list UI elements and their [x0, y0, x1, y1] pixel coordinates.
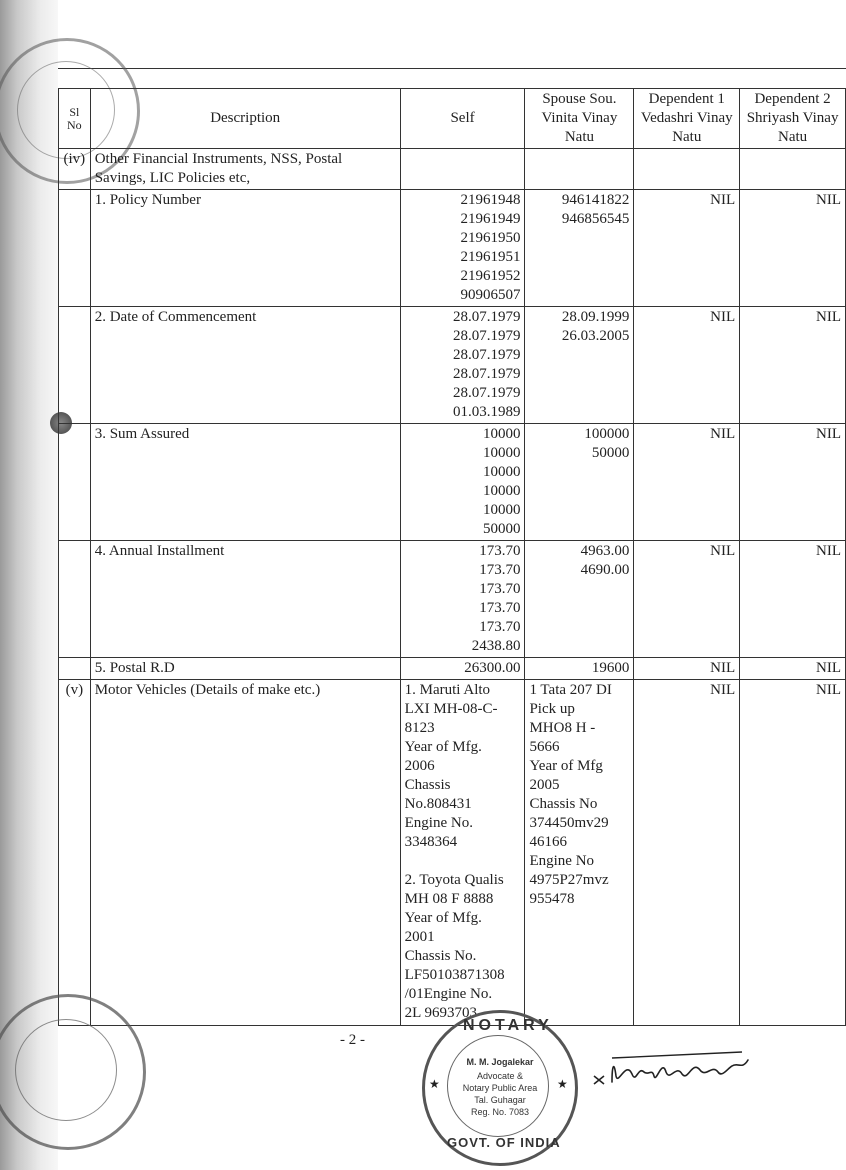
notary-stamp	[422, 1010, 578, 1166]
table-row	[59, 424, 846, 541]
header-dependent-1: Dependent 1 Vedashri Vinay Natu	[634, 89, 740, 149]
vehicle-line: No.808431	[404, 796, 472, 812]
dependent-1-value: NIL	[634, 307, 740, 424]
self-values	[400, 307, 525, 424]
spouse-value: 19600	[525, 658, 634, 680]
vehicle-line: 2006	[404, 758, 435, 774]
header-dependent-2: Dependent 2 Shriyash Vinay Natu	[740, 89, 846, 149]
vehicle-line: Chassis No.	[404, 948, 477, 964]
spouse-value: 28.09.1999	[561, 309, 630, 325]
self-value: 10000	[482, 483, 521, 499]
self-value: 10000	[482, 426, 521, 442]
dependent-2-value: NIL	[740, 680, 846, 1026]
dependent-2-value: NIL	[740, 190, 846, 307]
row-description: Motor Vehicles (Details of make etc.)	[90, 680, 400, 1026]
self-value: 2438.80	[471, 638, 521, 654]
vehicle-line: /01Engine No.	[404, 986, 493, 1002]
vehicle-line: Chassis	[404, 777, 451, 793]
dependent-1-value: NIL	[634, 541, 740, 658]
dependent-2-value: NIL	[740, 424, 846, 541]
top-rule	[58, 68, 846, 69]
spouse-value: 946141822	[561, 192, 630, 208]
table-row	[59, 190, 846, 307]
vehicle-line: Year of Mfg.	[404, 910, 482, 926]
self-value: 173.70	[479, 562, 521, 578]
stamp-line: M. M. Jogalekar	[466, 1057, 534, 1067]
self-value: 173.70	[479, 619, 521, 635]
vehicle-line: 2005	[529, 777, 560, 793]
vehicle-line: 4975P27mvz	[529, 872, 609, 888]
self-value: 26300.00	[400, 658, 525, 680]
dependent-1-value: NIL	[634, 658, 740, 680]
self-value: 50000	[482, 521, 521, 537]
self-value: 173.70	[479, 581, 521, 597]
self-value: 28.07.1979	[452, 366, 521, 382]
self-value: 21961948	[460, 192, 521, 208]
self-value: 28.07.1979	[452, 347, 521, 363]
spouse-value: 4690.00	[580, 562, 630, 578]
spouse-values	[525, 190, 634, 307]
faded-notary-stamp-bottom	[0, 994, 146, 1150]
vehicle-line: 3348364	[404, 834, 458, 850]
section-iv-title: Other Financial Instruments, NSS, Postal Savings, LIC Policies etc,	[90, 149, 400, 190]
self-value: 21961950	[460, 230, 521, 246]
vehicle-line: LF50103871308	[404, 967, 505, 983]
vehicle-line: 5666	[529, 739, 560, 755]
row-description: 3. Sum Assured	[90, 424, 400, 541]
self-value: 28.07.1979	[452, 309, 521, 325]
dependent-1-value: NIL	[634, 680, 740, 1026]
vehicle-line: 1 Tata 207 DI	[529, 682, 612, 698]
row-description: 5. Postal R.D	[90, 658, 400, 680]
self-value: 21961952	[460, 268, 521, 284]
vehicle-line: 46166	[529, 834, 567, 850]
spouse-value: 26.03.2005	[561, 328, 630, 344]
vehicle-line: Engine No	[529, 853, 595, 869]
vehicle-line: 955478	[529, 891, 575, 907]
self-values	[400, 541, 525, 658]
dependent-1-value: NIL	[634, 190, 740, 307]
dependent-1-value: NIL	[634, 424, 740, 541]
spouse-values	[525, 424, 634, 541]
self-value: 21961951	[460, 249, 521, 265]
stamp-govt-text: GOVT. OF INDIA	[447, 1135, 561, 1150]
stamp-notary-text: NOTARY	[463, 1017, 553, 1034]
header-sl-no: Sl No	[59, 89, 91, 149]
self-value: 90906507	[460, 287, 521, 303]
stamp-line: Tal. Guhagar	[474, 1095, 526, 1105]
self-value: 28.07.1979	[452, 385, 521, 401]
row-description: 4. Annual Installment	[90, 541, 400, 658]
vehicle-line: MH 08 F 8888	[404, 891, 494, 907]
spouse-values	[525, 307, 634, 424]
vehicle-line: 2. Toyota Qualis	[404, 872, 504, 888]
self-value: 21961949	[460, 211, 521, 227]
table-row	[59, 541, 846, 658]
self-value: 28.07.1979	[452, 328, 521, 344]
self-values	[400, 190, 525, 307]
vehicle-line: Pick up	[529, 701, 575, 717]
table-row	[59, 307, 846, 424]
vehicle-line: 8123	[404, 720, 435, 736]
self-value: 01.03.1989	[452, 404, 521, 420]
self-value: 173.70	[479, 600, 521, 616]
self-value: 10000	[482, 445, 521, 461]
spouse-value: 946856545	[561, 211, 630, 227]
page-number: - 2 -	[340, 1032, 365, 1048]
row-description: 2. Date of Commencement	[90, 307, 400, 424]
self-value: 10000	[482, 502, 521, 518]
postal-rd-row	[59, 658, 846, 680]
vehicle-line: 2001	[404, 929, 435, 945]
spouse-vehicles	[525, 680, 634, 1026]
stamp-line: Advocate &	[476, 1071, 524, 1081]
stamp-line: Reg. No. 7083	[470, 1107, 530, 1117]
vehicle-line: MHO8 H -	[529, 720, 596, 736]
dependent-2-value: NIL	[740, 658, 846, 680]
header-self: Self	[400, 89, 525, 149]
section-v-number: (v)	[59, 680, 91, 1026]
vehicle-line: Chassis No	[529, 796, 598, 812]
assets-table	[58, 88, 846, 1026]
spouse-values	[525, 541, 634, 658]
handwritten-signature	[592, 1046, 762, 1096]
section-iv-number: (iv)	[59, 149, 91, 190]
vehicle-line: Year of Mfg	[529, 758, 603, 774]
spouse-value: 50000	[591, 445, 630, 461]
star-icon: ★	[429, 1077, 440, 1091]
self-value: 173.70	[479, 543, 521, 559]
spouse-value: 4963.00	[580, 543, 630, 559]
vehicle-line: Engine No.	[404, 815, 473, 831]
row-description: 1. Policy Number	[90, 190, 400, 307]
dependent-2-value: NIL	[740, 307, 846, 424]
table-header-row	[59, 89, 846, 149]
vehicle-line: 2L 9693703	[404, 1005, 477, 1021]
vehicle-line: 374450mv29	[529, 815, 609, 831]
spouse-value: 100000	[584, 426, 630, 442]
motor-vehicles-row	[59, 680, 846, 1026]
vehicle-line: Year of Mfg.	[404, 739, 482, 755]
dependent-2-value: NIL	[740, 541, 846, 658]
self-values	[400, 424, 525, 541]
vehicle-line	[405, 852, 521, 871]
vehicle-line: LXI MH-08-C-	[404, 701, 498, 717]
self-value: 10000	[482, 464, 521, 480]
header-description: Description	[90, 89, 400, 149]
star-icon: ★	[557, 1077, 568, 1091]
stamp-line: Notary Public Area	[462, 1083, 538, 1093]
header-spouse: Spouse Sou. Vinita Vinay Natu	[525, 89, 634, 149]
section-iv-row	[59, 149, 846, 190]
vehicle-line: 1. Maruti Alto	[404, 682, 491, 698]
self-vehicles	[400, 680, 525, 1026]
